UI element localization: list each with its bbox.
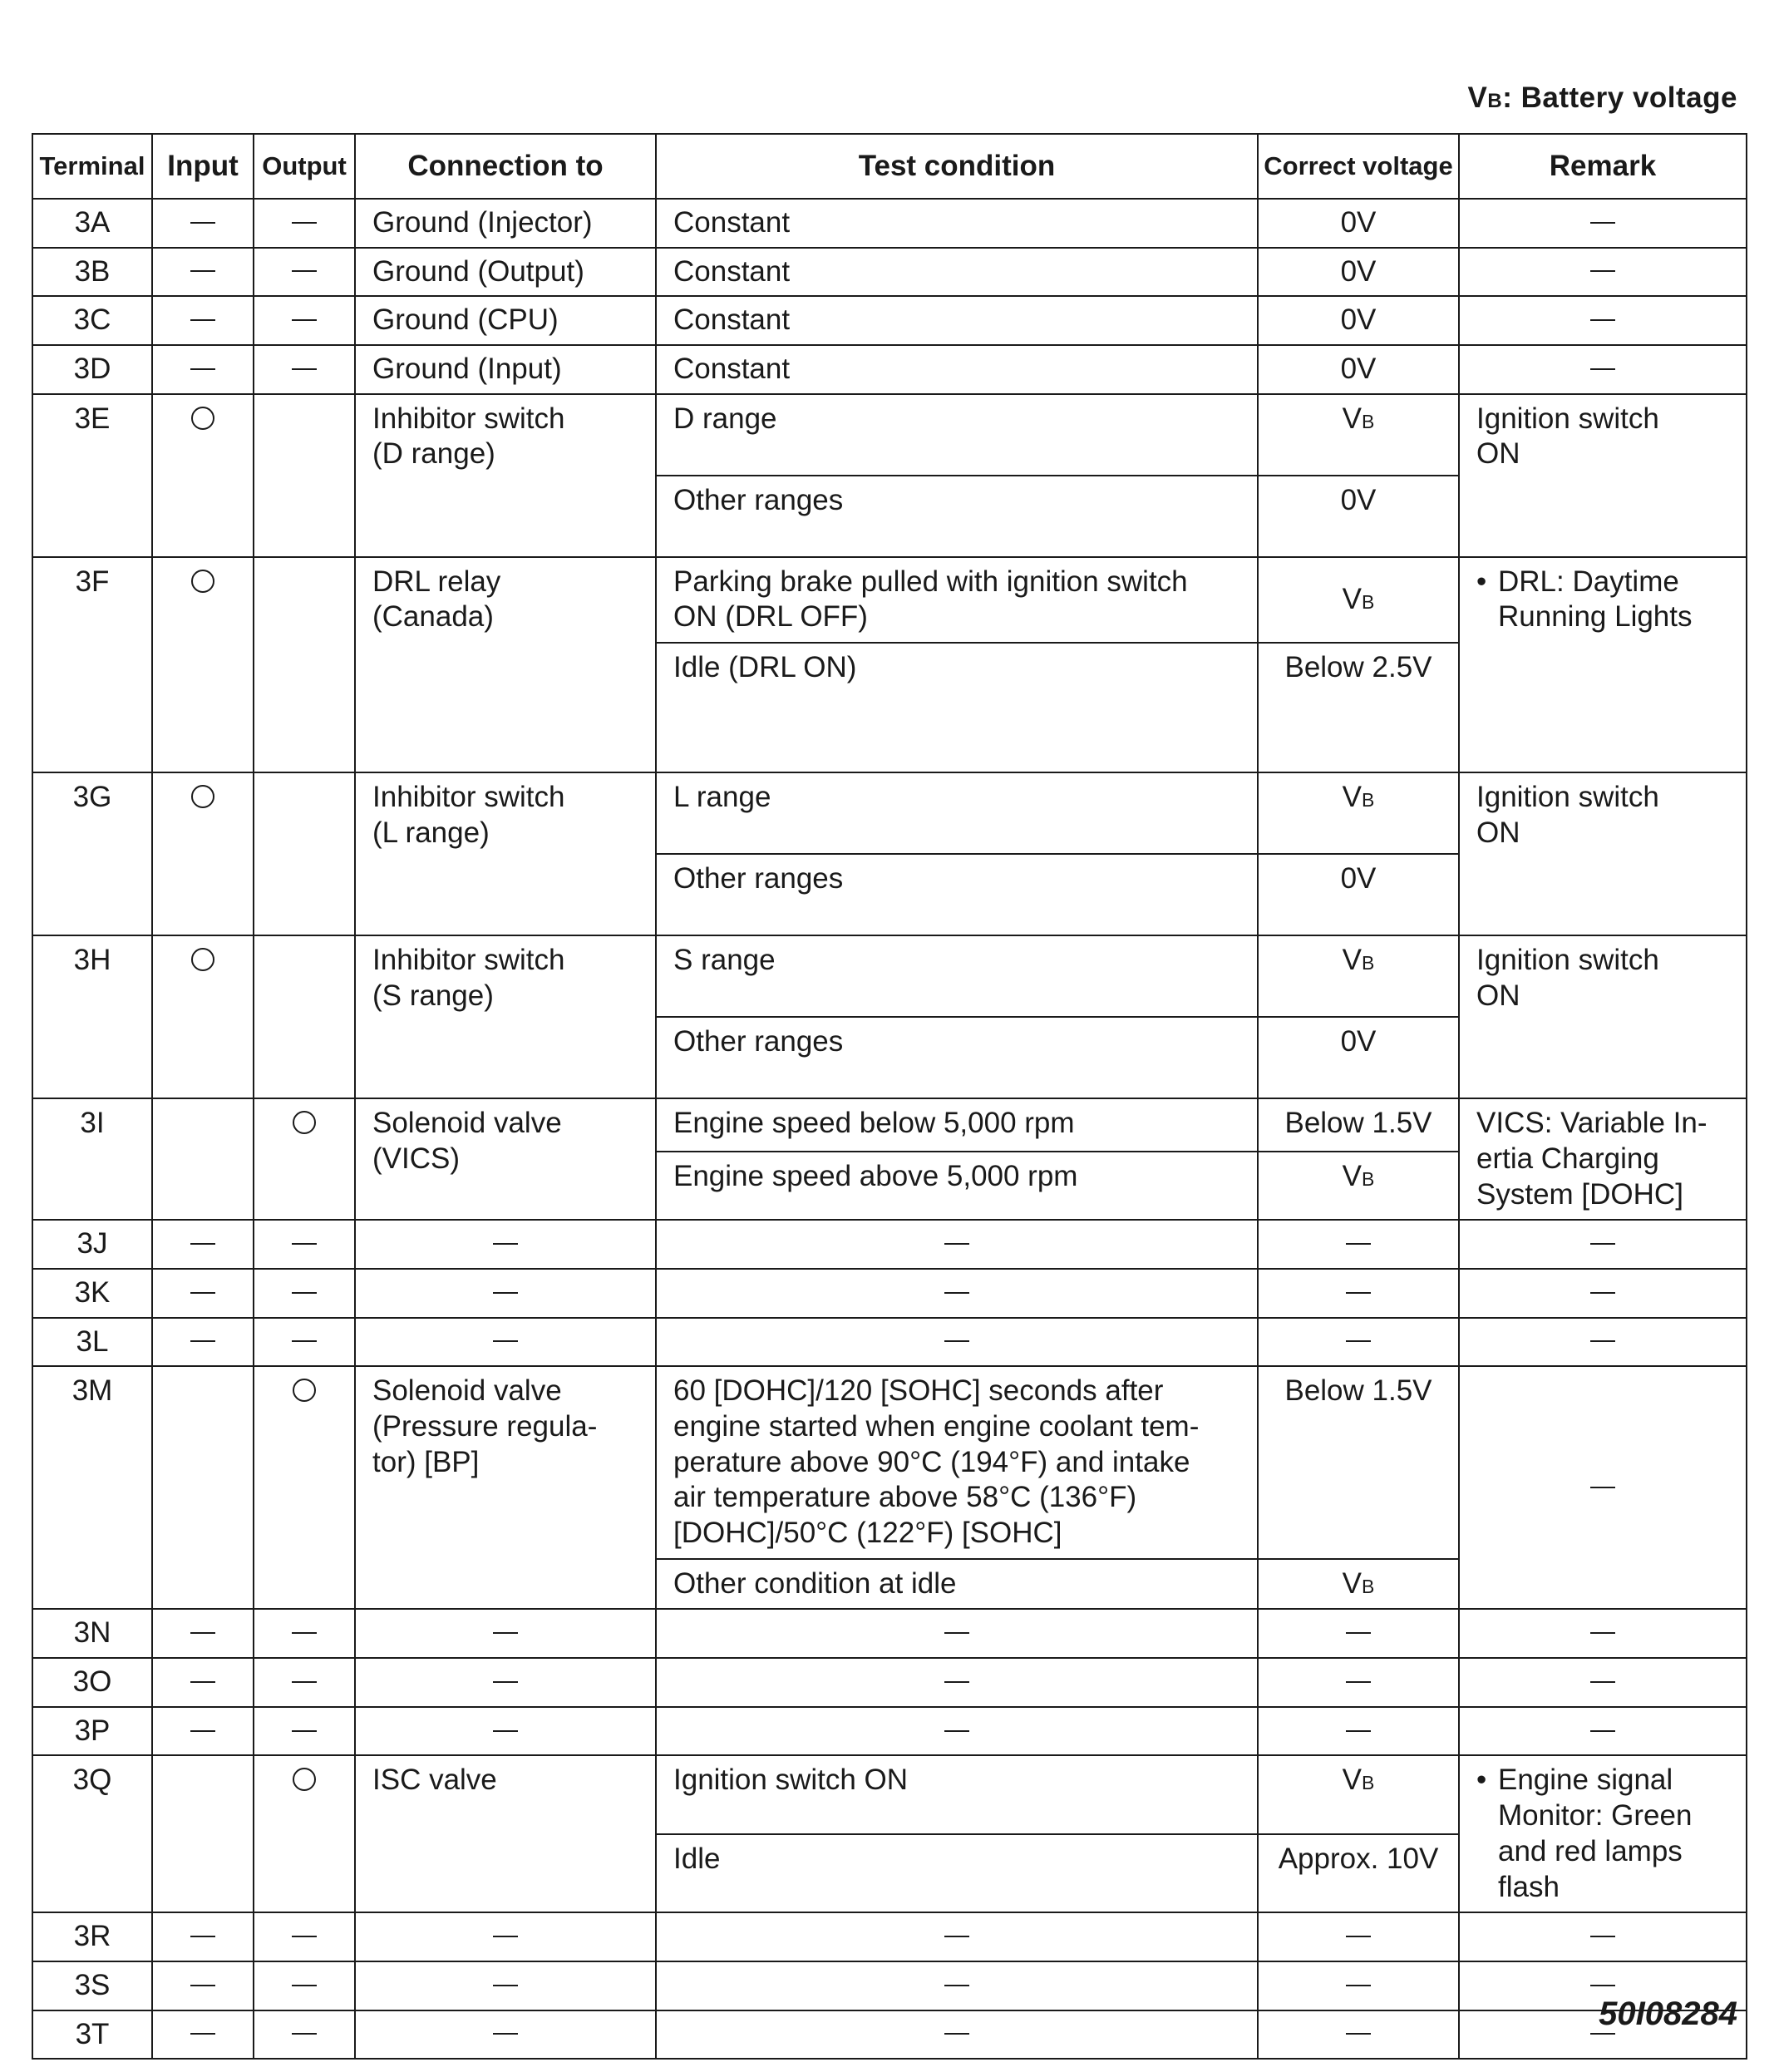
dash-icon — [493, 1936, 518, 1937]
output-cell — [254, 935, 355, 1098]
dash-icon — [190, 1985, 215, 1986]
terminal-cell: 3H — [32, 935, 152, 1098]
connection-cell: Ground (CPU) — [355, 296, 656, 345]
header-connection: Connection to — [355, 134, 656, 199]
input-cell — [152, 935, 254, 1098]
dash-icon — [292, 1292, 317, 1294]
test-condition-cell: Constant — [656, 199, 1258, 248]
table-row — [32, 1912, 1747, 1961]
terminal-cell: 3Q — [32, 1755, 152, 1912]
table-row — [32, 248, 1747, 297]
terminal-cell: 3B — [32, 248, 152, 297]
table-row — [32, 1755, 1747, 1833]
connection-cell: Inhibitor switch (D range) — [355, 394, 656, 557]
connection-cell: Ground (Output) — [355, 248, 656, 297]
voltage-cell: 0V — [1258, 199, 1459, 248]
table-row — [32, 772, 1747, 854]
dash-icon — [1346, 1340, 1371, 1342]
test-condition-cell: Other condition at idle — [656, 1559, 1258, 1610]
dash-icon — [493, 1681, 518, 1683]
output-cell — [254, 1961, 355, 2010]
input-cell — [152, 557, 254, 772]
remark-cell: Ignition switch ON — [1459, 935, 1747, 1098]
voltage-cell: Below 1.5V — [1258, 1366, 1459, 1558]
voltage-cell: 0V — [1258, 1017, 1459, 1098]
dash-icon — [944, 1243, 969, 1245]
input-cell — [152, 1269, 254, 1318]
dash-icon — [190, 1243, 215, 1245]
test-condition-cell: Engine speed above 5,000 rpm — [656, 1152, 1258, 1220]
voltage-cell — [1258, 1269, 1459, 1318]
dash-icon — [190, 2033, 215, 2035]
voltage-cell: 0V — [1258, 248, 1459, 297]
circle-icon — [293, 1379, 316, 1402]
dash-icon — [493, 1985, 518, 1986]
terminal-cell: 3D — [32, 345, 152, 394]
circle-icon — [191, 570, 214, 593]
table-row — [32, 935, 1747, 1017]
terminal-cell: 3T — [32, 2010, 152, 2060]
terminal-cell: 3A — [32, 199, 152, 248]
voltage-cell: 0V — [1258, 476, 1459, 557]
voltage-cell: 0V — [1258, 345, 1459, 394]
dash-icon — [1346, 1681, 1371, 1683]
circle-icon — [191, 407, 214, 430]
output-cell — [254, 557, 355, 772]
terminal-cell: 3M — [32, 1366, 152, 1609]
voltage-cell: VB — [1258, 394, 1459, 476]
connection-cell: Solenoid valve (VICS) — [355, 1098, 656, 1220]
output-cell — [254, 1220, 355, 1269]
dash-icon — [1590, 222, 1615, 224]
voltage-cell: VB — [1258, 1755, 1459, 1833]
dash-icon — [292, 1936, 317, 1937]
input-cell — [152, 199, 254, 248]
dash-icon — [1590, 1730, 1615, 1732]
connection-cell — [355, 2010, 656, 2060]
dash-icon — [1346, 1243, 1371, 1245]
header-input: Input — [152, 134, 254, 199]
remark-cell: VICS: Variable In- ertia Charging System [DOHC] — [1459, 1098, 1747, 1220]
output-cell — [254, 1755, 355, 1912]
input-cell — [152, 772, 254, 935]
dash-icon — [1346, 1292, 1371, 1294]
voltage-cell: 0V — [1258, 296, 1459, 345]
dash-icon — [190, 1936, 215, 1937]
test-condition-cell — [656, 1220, 1258, 1269]
terminal-cell: 3G — [32, 772, 152, 935]
dash-icon — [292, 1681, 317, 1683]
input-cell — [152, 1220, 254, 1269]
dash-icon — [493, 1340, 518, 1342]
output-cell — [254, 345, 355, 394]
test-condition-cell: Other ranges — [656, 854, 1258, 935]
dash-icon — [1590, 1243, 1615, 1245]
table-row — [32, 296, 1747, 345]
connection-cell — [355, 1269, 656, 1318]
dash-icon — [944, 1730, 969, 1732]
remark-cell — [1459, 1318, 1747, 1367]
test-condition-cell — [656, 1961, 1258, 2010]
voltage-cell: VB — [1258, 1152, 1459, 1220]
terminal-cell: 3R — [32, 1912, 152, 1961]
output-cell — [254, 199, 355, 248]
header-test-condition: Test condition — [656, 134, 1258, 199]
voltage-cell: 0V — [1258, 854, 1459, 935]
connection-cell — [355, 1658, 656, 1707]
terminal-cell: 3N — [32, 1609, 152, 1658]
voltage-cell — [1258, 1961, 1459, 2010]
dash-icon — [944, 1936, 969, 1937]
dash-icon — [190, 1292, 215, 1294]
dash-icon — [944, 1985, 969, 1986]
header-output: Output — [254, 134, 355, 199]
input-cell — [152, 1912, 254, 1961]
connection-cell: Solenoid valve (Pressure regula- tor) [BP] — [355, 1366, 656, 1609]
terminal-cell: 3F — [32, 557, 152, 772]
dash-icon — [493, 1730, 518, 1732]
remark-cell — [1459, 296, 1747, 345]
input-cell — [152, 1658, 254, 1707]
test-condition-cell: Idle — [656, 1834, 1258, 1912]
table-row — [32, 1366, 1747, 1558]
dash-icon — [944, 1681, 969, 1683]
test-condition-cell: L range — [656, 772, 1258, 854]
remark-cell: • Engine signal Monitor: Green and red lamps flash — [1459, 1755, 1747, 1912]
dash-icon — [1346, 1632, 1371, 1634]
table-row — [32, 345, 1747, 394]
dash-icon — [292, 1632, 317, 1634]
input-cell — [152, 394, 254, 557]
test-condition-cell — [656, 1609, 1258, 1658]
dash-icon — [944, 1632, 969, 1634]
output-cell — [254, 1912, 355, 1961]
voltage-cell — [1258, 1658, 1459, 1707]
remark-cell — [1459, 1366, 1747, 1609]
table-row — [32, 1658, 1747, 1707]
input-cell — [152, 1098, 254, 1220]
terminal-cell: 3L — [32, 1318, 152, 1367]
output-cell — [254, 1609, 355, 1658]
test-condition-cell: Ignition switch ON — [656, 1755, 1258, 1833]
voltage-cell: VB — [1258, 557, 1459, 643]
dash-icon — [1590, 1292, 1615, 1294]
input-cell — [152, 1609, 254, 1658]
output-cell — [254, 394, 355, 557]
input-cell — [152, 1707, 254, 1756]
test-condition-cell: Other ranges — [656, 1017, 1258, 1098]
voltage-cell — [1258, 2010, 1459, 2060]
dash-icon — [1590, 1681, 1615, 1683]
connection-cell: ISC valve — [355, 1755, 656, 1912]
connection-cell — [355, 1220, 656, 1269]
dash-icon — [1346, 1985, 1371, 1986]
dash-icon — [292, 2033, 317, 2035]
test-condition-cell — [656, 1658, 1258, 1707]
dash-icon — [292, 1985, 317, 1986]
voltage-cell — [1258, 1220, 1459, 1269]
terminal-cell: 3J — [32, 1220, 152, 1269]
header-remark: Remark — [1459, 134, 1747, 199]
remark-cell — [1459, 199, 1747, 248]
dash-icon — [190, 368, 215, 370]
dash-icon — [292, 368, 317, 370]
bullet-icon: • — [1476, 1764, 1487, 1797]
dash-icon — [944, 2033, 969, 2035]
voltage-cell: VB — [1258, 772, 1459, 854]
output-cell — [254, 1269, 355, 1318]
dash-icon — [1590, 368, 1615, 370]
remark-cell: • DRL: Daytime Running Lights — [1459, 557, 1747, 772]
table-row — [32, 199, 1747, 248]
output-cell — [254, 1366, 355, 1609]
test-condition-cell: Parking brake pulled with ignition switch ON (DRL OFF) — [656, 557, 1258, 643]
input-cell — [152, 248, 254, 297]
remark-cell — [1459, 345, 1747, 394]
bullet-icon: • — [1476, 565, 1487, 598]
dash-icon — [292, 1340, 317, 1342]
test-condition-cell: Idle (DRL ON) — [656, 643, 1258, 772]
remark-cell — [1459, 248, 1747, 297]
connection-cell: Inhibitor switch (S range) — [355, 935, 656, 1098]
remark-cell — [1459, 1220, 1747, 1269]
connection-cell: Ground (Input) — [355, 345, 656, 394]
output-cell — [254, 248, 355, 297]
dash-icon — [1590, 1632, 1615, 1634]
table-row — [32, 1269, 1747, 1318]
test-condition-cell: Constant — [656, 248, 1258, 297]
dash-icon — [1590, 1487, 1615, 1488]
dash-icon — [944, 1340, 969, 1342]
connection-cell: Inhibitor switch (L range) — [355, 772, 656, 935]
connection-cell — [355, 1609, 656, 1658]
dash-icon — [1590, 1985, 1615, 1986]
terminal-cell: 3C — [32, 296, 152, 345]
output-cell — [254, 2010, 355, 2060]
voltage-cell: Below 1.5V — [1258, 1098, 1459, 1152]
voltage-cell — [1258, 1912, 1459, 1961]
remark-cell: Ignition switch ON — [1459, 394, 1747, 557]
test-condition-cell: Other ranges — [656, 476, 1258, 557]
table-row — [32, 2010, 1747, 2060]
dash-icon — [190, 1632, 215, 1634]
circle-icon — [293, 1768, 316, 1791]
dash-icon — [292, 270, 317, 272]
circle-icon — [191, 948, 214, 971]
dash-icon — [493, 1292, 518, 1294]
header-correct-voltage: Correct voltage — [1258, 134, 1459, 199]
circle-icon — [293, 1111, 316, 1134]
dash-icon — [190, 222, 215, 224]
dash-icon — [190, 270, 215, 272]
dash-icon — [1590, 1936, 1615, 1937]
dash-icon — [1346, 1936, 1371, 1937]
terminal-cell: 3S — [32, 1961, 152, 2010]
dash-icon — [1590, 319, 1615, 321]
input-cell — [152, 1961, 254, 2010]
terminal-voltage-table — [32, 133, 1747, 2060]
voltage-cell: VB — [1258, 935, 1459, 1017]
dash-icon — [493, 1632, 518, 1634]
terminal-cell: 3K — [32, 1269, 152, 1318]
dash-icon — [1590, 2033, 1615, 2035]
dash-icon — [190, 1340, 215, 1342]
document-code: 50I08284 — [1599, 1996, 1737, 2032]
header-row — [32, 134, 1747, 199]
test-condition-cell — [656, 2010, 1258, 2060]
table-row — [32, 1961, 1747, 2010]
connection-cell — [355, 1318, 656, 1367]
remark-cell — [1459, 1707, 1747, 1756]
dash-icon — [1346, 1730, 1371, 1732]
test-condition-cell — [656, 1318, 1258, 1367]
test-condition-cell — [656, 1707, 1258, 1756]
output-cell — [254, 1707, 355, 1756]
voltage-cell: Below 2.5V — [1258, 643, 1459, 772]
table-row — [32, 557, 1747, 643]
test-condition-cell: S range — [656, 935, 1258, 1017]
test-condition-cell: Constant — [656, 345, 1258, 394]
dash-icon — [944, 1292, 969, 1294]
test-condition-cell: 60 [DOHC]/120 [SOHC] seconds after engine started when engine coolant tem- perature above 90°C (194°F) and intake air temperature above 58°C (136°F) [DOHC]/50°C (122°F) [SOHC] — [656, 1366, 1258, 1558]
input-cell — [152, 345, 254, 394]
test-condition-cell — [656, 1912, 1258, 1961]
remark-cell — [1459, 1658, 1747, 1707]
output-cell — [254, 1318, 355, 1367]
table-row — [32, 1220, 1747, 1269]
voltage-cell — [1258, 1707, 1459, 1756]
connection-cell: DRL relay (Canada) — [355, 557, 656, 772]
remark-cell — [1459, 1269, 1747, 1318]
terminal-cell: 3O — [32, 1658, 152, 1707]
output-cell — [254, 1098, 355, 1220]
voltage-cell — [1258, 1318, 1459, 1367]
remark-cell — [1459, 1609, 1747, 1658]
dash-icon — [493, 2033, 518, 2035]
test-condition-cell: Engine speed below 5,000 rpm — [656, 1098, 1258, 1152]
dash-icon — [1590, 270, 1615, 272]
table-row — [32, 1609, 1747, 1658]
table-row — [32, 1098, 1747, 1152]
output-cell — [254, 296, 355, 345]
terminal-cell: 3I — [32, 1098, 152, 1220]
input-cell — [152, 1366, 254, 1609]
battery-voltage-note: VB: Battery voltage — [1467, 81, 1737, 114]
input-cell — [152, 1755, 254, 1912]
dash-icon — [1346, 2033, 1371, 2035]
dash-icon — [292, 1730, 317, 1732]
test-condition-cell: D range — [656, 394, 1258, 476]
output-cell — [254, 772, 355, 935]
dash-icon — [292, 1243, 317, 1245]
dash-icon — [493, 1243, 518, 1245]
voltage-cell: VB — [1258, 1559, 1459, 1610]
connection-cell — [355, 1707, 656, 1756]
dash-icon — [292, 319, 317, 321]
dash-icon — [1590, 1340, 1615, 1342]
table-row — [32, 1707, 1747, 1756]
terminal-cell: 3E — [32, 394, 152, 557]
dash-icon — [190, 1730, 215, 1732]
connection-cell — [355, 1961, 656, 2010]
remark-cell — [1459, 1912, 1747, 1961]
connection-cell — [355, 1912, 656, 1961]
terminal-cell: 3P — [32, 1707, 152, 1756]
input-cell — [152, 1318, 254, 1367]
dash-icon — [190, 1681, 215, 1683]
dash-icon — [292, 222, 317, 224]
table-row — [32, 1318, 1747, 1367]
voltage-cell — [1258, 1609, 1459, 1658]
test-condition-cell: Constant — [656, 296, 1258, 345]
output-cell — [254, 1658, 355, 1707]
header-terminal: Terminal — [32, 134, 152, 199]
input-cell — [152, 2010, 254, 2060]
remark-cell: Ignition switch ON — [1459, 772, 1747, 935]
test-condition-cell — [656, 1269, 1258, 1318]
voltage-cell: Approx. 10V — [1258, 1834, 1459, 1912]
input-cell — [152, 296, 254, 345]
table-row — [32, 394, 1747, 476]
dash-icon — [190, 319, 215, 321]
connection-cell: Ground (Injector) — [355, 199, 656, 248]
circle-icon — [191, 785, 214, 808]
